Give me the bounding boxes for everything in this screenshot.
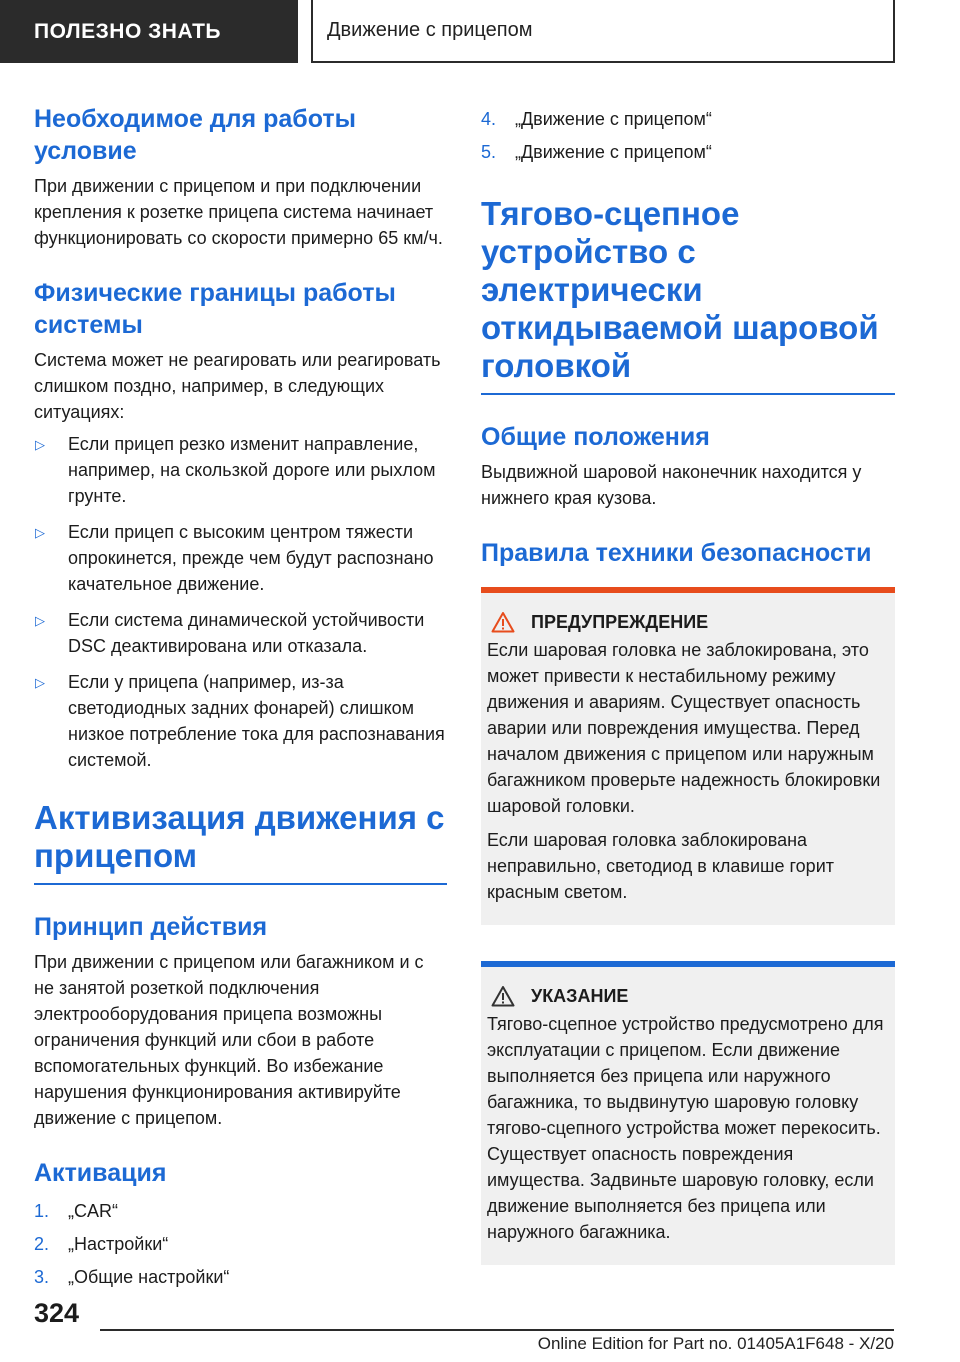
list-item: 1. „CAR“ xyxy=(34,1201,118,1221)
page-number: 324 xyxy=(34,1298,80,1328)
triangle-bullet-icon: ▷ xyxy=(35,525,45,540)
warning-text-2: Если шаровая головка заблокирована неправильно, светодиод в клавише горит красным светом. xyxy=(487,830,834,902)
triangle-bullet-icon: ▷ xyxy=(35,613,45,628)
right-column xyxy=(481,103,895,1265)
header-section-label xyxy=(0,0,298,63)
conditions-heading: Необходимое для работы условие xyxy=(34,105,356,165)
footer-divider xyxy=(100,1329,894,1331)
activation-heading: Активация xyxy=(34,1159,167,1187)
list-item: ▷ Если система динамической устойчивости DSC деактивирована или отказала. xyxy=(35,610,425,656)
warning-triangle-icon xyxy=(491,611,515,633)
caution-triangle-icon xyxy=(491,985,515,1007)
principle-text: При движении с прицепом или багажником и с не занятой розеткой подключения электрооборудования прицепа возможны ограничения функций или сбои в работе вспомогательных функций. Во избежание нарушения функционирования активируйте движение с прицепом. xyxy=(34,952,424,1128)
list-item: 5. „Движение с прицепом“ xyxy=(481,142,712,162)
limits-heading: Физические границы работы системы xyxy=(34,279,396,339)
header-chapter-text: Движение с прицепом xyxy=(327,19,533,41)
list-item: ▷ Если у прицепа (например, из-за светодиодных задних фонарей) слишком низкое потребление тока для распознавания системой. xyxy=(35,672,445,770)
list-item: 2. „Настройки“ xyxy=(34,1234,169,1254)
list-item: ▷ Если прицеп резко изменит направление, например, на скользкой дороге или рыхлом грунте. xyxy=(35,434,436,506)
list-item: 4. „Движение с прицепом“ xyxy=(481,109,712,129)
note-text: Тягово-сцепное устройство предусмотрено для эксплуатации с прицепом. Если движение выполняется без прицепа или наружного багажника, то выдвинутую шаровую головку тягово-сцепного устройства может перекосить. Существует опасность повреждения имущества. Задвиньте шаровую головку, если движение выполняется без прицепа или наружного багажника. xyxy=(487,1014,884,1242)
warning-box xyxy=(481,587,895,925)
left-column xyxy=(34,103,447,1294)
conditions-text: При движении с прицепом и при подключении крепления к розетке прицепа система начинает функционировать со скорости примерно 65 км/ч. xyxy=(34,176,443,248)
warning-text-1: Если шаровая головка не заблокирована, это может привести к нестабильному режиму движения и авариям. Существует опасность аварии или повреждения имущества. Перед началом движения с прицепом или наружным багажником проверьте надежность блокировки шаровой головки. xyxy=(487,640,881,816)
triangle-bullet-icon: ▷ xyxy=(35,437,45,452)
header-chapter-label xyxy=(311,0,895,63)
list-item: 3. „Общие настройки“ xyxy=(34,1267,230,1287)
hitch-section-heading: Тягово-сцепное устройство с электрически откидываемой шаровой головкой xyxy=(481,195,895,395)
safety-heading: Правила техники безопасности xyxy=(481,539,872,567)
principle-heading: Принцип действия xyxy=(34,913,268,941)
activation-steps-continued xyxy=(481,103,895,169)
note-label: УКАЗАНИЕ xyxy=(531,985,629,1006)
limits-intro: Система может не реагировать или реагировать слишком поздно, например, в следующих ситуациях: xyxy=(34,350,441,422)
activation-steps xyxy=(34,1195,447,1294)
triangle-bullet-icon: ▷ xyxy=(35,675,45,690)
limits-list xyxy=(34,431,447,773)
note-box xyxy=(481,961,895,1265)
warning-label: ПРЕДУПРЕЖДЕНИЕ xyxy=(531,611,709,632)
list-item: ▷ Если прицеп с высоким центром тяжести опрокинется, прежде чем будут распознано качательное движение. xyxy=(35,522,434,594)
general-text: Выдвижной шаровой наконечник находится у нижнего края кузова. xyxy=(481,462,862,508)
header-section-text: ПОЛЕЗНО ЗНАТЬ xyxy=(34,19,221,43)
note-title xyxy=(487,985,887,1007)
footer-edition: Online Edition for Part no. 01405A1F648 - X/20 xyxy=(537,1334,894,1353)
warning-title xyxy=(487,611,887,633)
general-heading: Общие положения xyxy=(481,423,710,451)
activation-section-heading: Активизация движения с прицепом xyxy=(34,799,447,885)
